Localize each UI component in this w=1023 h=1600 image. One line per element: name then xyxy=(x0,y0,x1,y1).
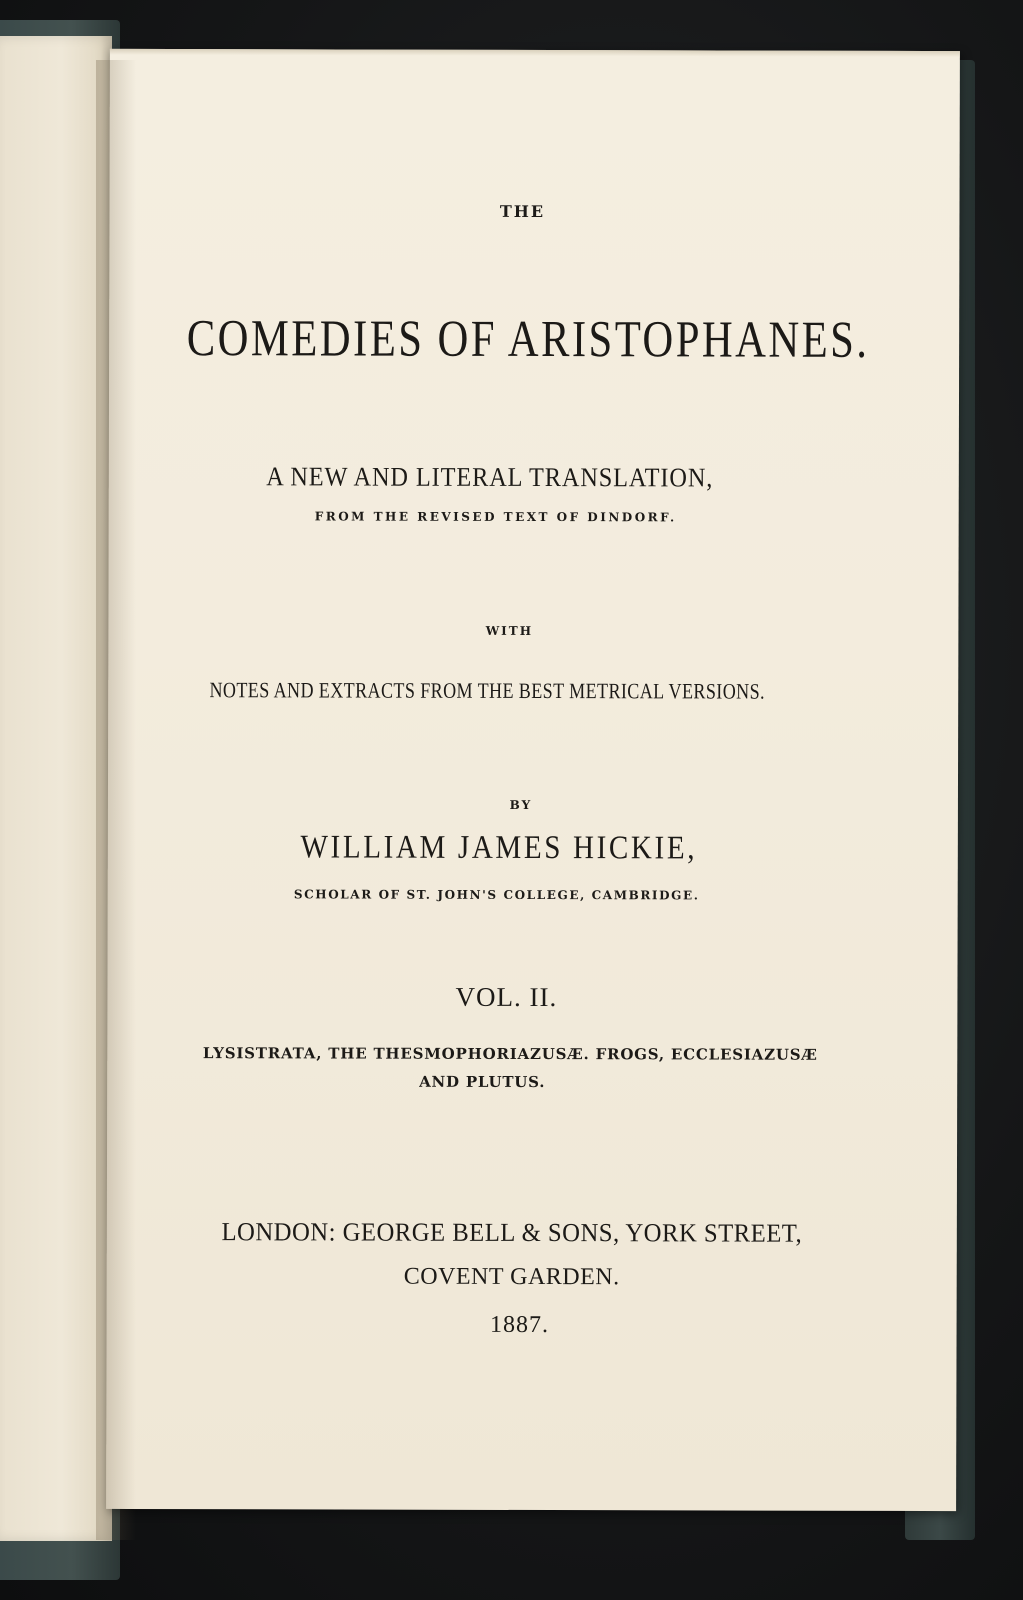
volume-contents-line-2: AND PLUTUS. xyxy=(419,1072,546,1092)
publisher-line-2: COVENT GARDEN. xyxy=(403,1263,620,1291)
publisher-line-1: LONDON: GEORGE BELL & SONS, YORK STREET, xyxy=(221,1217,803,1248)
title-page xyxy=(106,49,960,1511)
notes-line: NOTES AND EXTRACTS FROM THE BEST METRICAL VERSIONS. xyxy=(209,677,766,704)
volume-number: VOL. II. xyxy=(455,981,558,1013)
volume-contents-line-1: LYSISTRATA, THE THESMOPHORIAZUSÆ. FROGS, ECCLESIAZUSÆ xyxy=(202,1044,818,1064)
source-text-note: FROM THE REVISED TEXT OF DINDORF. xyxy=(314,509,677,525)
title-article: THE xyxy=(499,201,546,222)
book-title: COMEDIES OF ARISTOPHANES. xyxy=(186,310,870,369)
author-affiliation: SCHOLAR OF ST. JOHN'S COLLEGE, CAMBRIDGE. xyxy=(293,887,700,903)
book-subtitle: A NEW AND LITERAL TRANSLATION, xyxy=(266,461,714,493)
title-page-content xyxy=(106,49,960,1511)
publication-year: 1887. xyxy=(490,1311,550,1339)
with-label: WITH xyxy=(485,623,534,638)
author-name: WILLIAM JAMES HICKIE, xyxy=(300,829,698,867)
by-label: BY xyxy=(509,797,533,812)
